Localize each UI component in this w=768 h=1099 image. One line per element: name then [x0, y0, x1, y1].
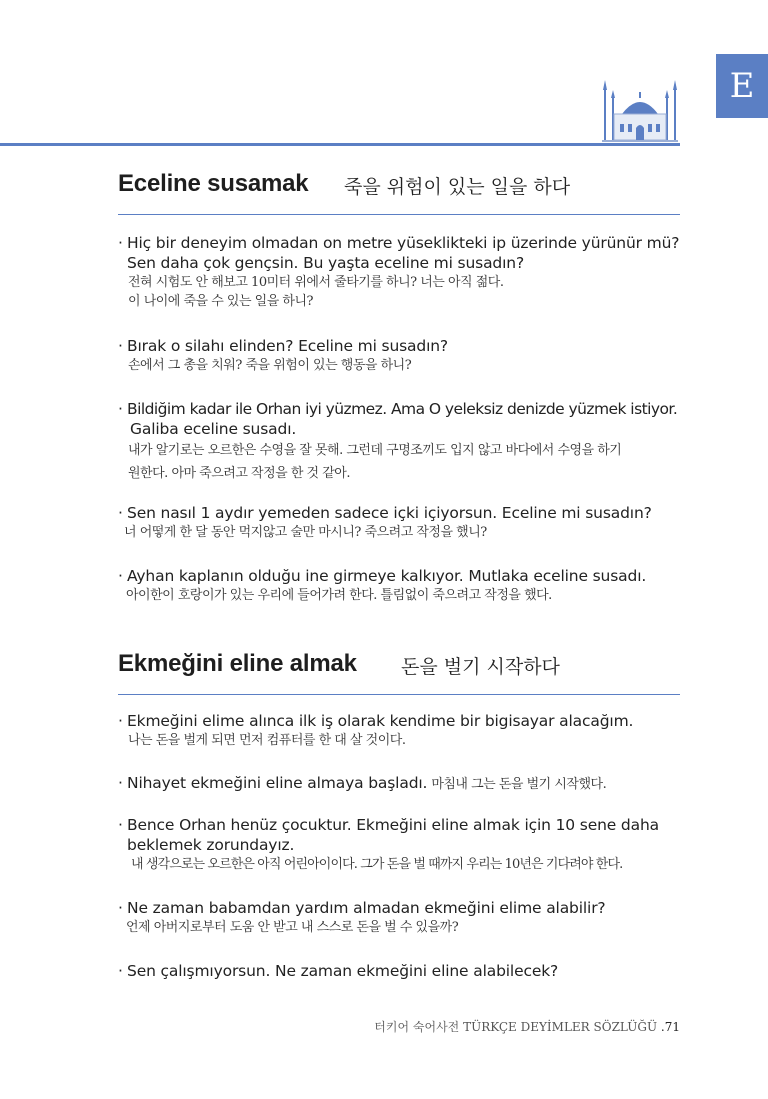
korean-translation-cont: 원한다. 아마 죽으려고 작정을 한 것 같아. [128, 466, 350, 481]
turkish-sentence: · Bildiğim kadar ile Orhan iyi yüzmez. Ama O yeleksiz denizde yüzmek istiyor. [118, 400, 678, 418]
idiom-heading [118, 170, 680, 200]
example-entry [118, 503, 680, 542]
korean-translation: 언제 아버지로부터 도움 안 받고 내 스스로 돈을 벌 수 있을까? [126, 920, 459, 935]
bullet: · [118, 712, 123, 730]
bullet: · [118, 504, 123, 522]
turkish-sentence: · Nihayet ekmeğini eline almaya başladı. 마침내 그는 돈을 벌기 시작했다. [118, 774, 607, 792]
bullet: · [118, 234, 123, 252]
turkish-sentence: · Sen çalışmıyorsun. Ne zaman ekmeğini eline alabilecek? [118, 962, 559, 980]
bullet: · [118, 899, 123, 917]
idiom-title: Ekmeğini eline almak [118, 650, 357, 677]
section-letter-tab [716, 54, 768, 118]
mosque-icon [598, 76, 682, 146]
bullet: · [118, 774, 123, 792]
idiom-meaning: 죽을 위험이 있는 일을 하다 [344, 176, 571, 198]
korean-translation: 너 어떻게 한 달 동안 먹지않고 술만 마시니? 죽으려고 작정을 했니? [124, 525, 487, 540]
section-divider [118, 214, 680, 215]
turkish-sentence: · Ne zaman babamdan yardım almadan ekmeğini elime alabilir? [118, 899, 606, 917]
example-entry [118, 711, 680, 750]
korean-translation-inline: 마침내 그는 돈을 벌기 시작했다. [431, 777, 607, 792]
idiom-section [118, 170, 680, 603]
turkish-sentence: · Ekmeğini elime alınca ilk iş olarak kendime bir bigisayar alacağım. [118, 712, 634, 730]
turkish-sentence: · Sen nasıl 1 aydır yemeden sadece içki içiyorsun. Eceline mi susadın? [118, 504, 652, 522]
example-entry [118, 233, 680, 311]
turkish-sentence-cont: Sen daha çok gençsin. Bu yaşta eceline mi susadın? [127, 254, 525, 272]
bullet: · [118, 337, 123, 355]
turkish-sentence: · Ayhan kaplanın olduğu ine girmeye kalkıyor. Mutlaka eceline susadı. [118, 567, 647, 585]
turkish-sentence: · Bence Orhan henüz çocuktur. Ekmeğini eline almak için 10 sene daha [118, 816, 659, 834]
page-footer [374, 1018, 680, 1035]
example-entry [118, 399, 680, 485]
bullet: · [118, 567, 123, 585]
idiom-section [118, 650, 680, 980]
korean-translation: 내가 알기로는 오르한은 수영을 잘 못해. 그런데 구명조끼도 입지 않고 바다에서 수영을 하기 [128, 443, 622, 458]
example-entry [118, 815, 680, 874]
turkish-sentence-cont: Galiba eceline susadı. [130, 420, 297, 438]
section-letter: E [729, 66, 755, 106]
example-entry [118, 566, 680, 605]
bullet: · [118, 816, 123, 834]
korean-translation: 아이한이 호랑이가 있는 우리에 들어가려 한다. 틀림없이 죽으려고 작정을 했다. [126, 588, 552, 603]
idiom-meaning: 돈을 벌기 시작하다 [401, 656, 560, 678]
turkish-sentence: · Bırak o silahı elinden? Eceline mi susadın? [118, 337, 448, 355]
bullet: · [118, 400, 123, 418]
example-entry [118, 336, 680, 375]
section-divider [118, 694, 680, 695]
example-entry [118, 898, 680, 937]
turkish-sentence-cont: beklemek zorundayız. [127, 836, 295, 854]
page-number: .71 [660, 1020, 680, 1034]
header-rule [0, 143, 680, 146]
turkish-sentence: · Hiç bir deneyim olmadan on metre yüseklikteki ip üzerinde yürünür mü? [118, 234, 680, 252]
idiom-title: Eceline susamak [118, 170, 309, 197]
bullet: · [118, 962, 123, 980]
korean-translation: 손에서 그 총을 치워? 죽을 위험이 있는 행동을 하니? [128, 358, 412, 373]
footer-title: 터키어 숙어사전 TÜRKÇE DEYİMLER SÖZLÜĞÜ [374, 1020, 658, 1034]
idiom-heading [118, 650, 680, 680]
korean-translation: 나는 돈을 벌게 되면 먼저 컴퓨터를 한 대 살 것이다. [128, 733, 406, 748]
example-entry [118, 773, 680, 795]
example-entry [118, 961, 680, 981]
korean-translation: 전혀 시험도 안 해보고 10미터 위에서 줄타기를 하니? 너는 아직 젊다. [128, 275, 504, 290]
korean-translation-cont: 이 나이에 죽을 수 있는 일을 하니? [128, 294, 314, 309]
korean-translation: 내 생각으로는 오르한은 아직 어린아이이다. 그가 돈을 벌 때까지 우리는 10년은 기다려야 한다. [131, 857, 623, 872]
